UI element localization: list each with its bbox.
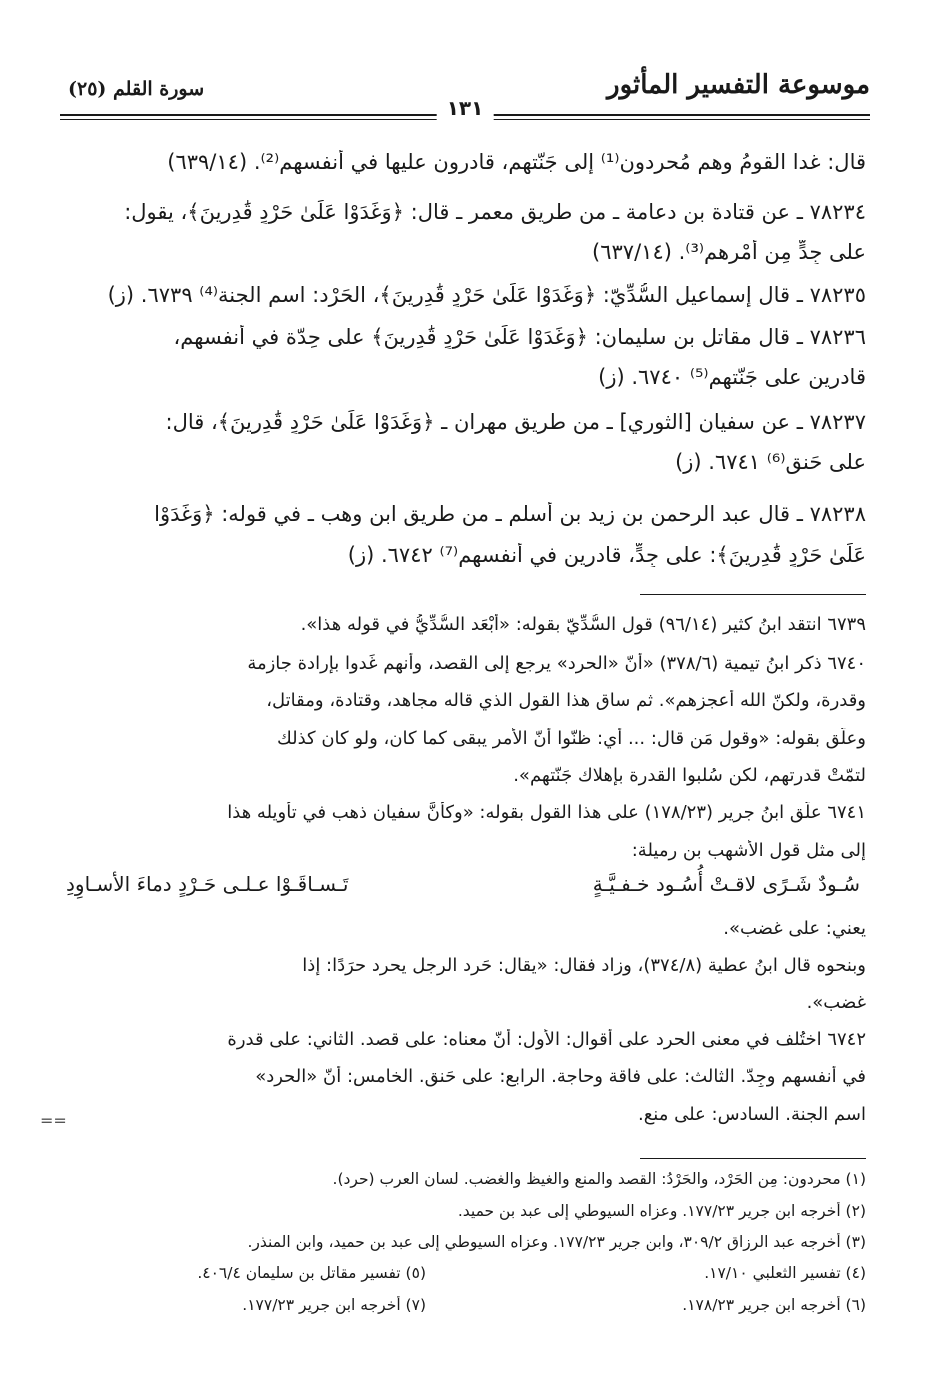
main-line: على حَنق⁽⁶⁾ ٦٧٤١. (ز)	[675, 450, 866, 474]
verse-hemistich-left: تَـسـاقَـوْا عـلـى حَـرْدٍ دماءَ الأسـاوِدِ	[66, 872, 349, 896]
footnote: (٣) أخرجه عبد الرزاق ٣٠٩/٢، وابن جرير ١٧٧/٢٣. وعزاه السيوطي إلى عبد بن حميد، وابن المنذر.	[247, 1233, 866, 1251]
note-line: ٦٧٤٠ ذكر ابنُ تيمية (٣٧٨/٦) «أنّ «الحرد» يرجع إلى القصد، وأنهم غَدوا بإرادة جازمة	[247, 653, 866, 674]
footnote: (٦) أخرجه ابن جرير ١٧٨/٢٣.	[682, 1296, 866, 1314]
main-line: قادرين على جَنّتهم⁽⁵⁾ ٦٧٤٠. (ز)	[598, 365, 866, 389]
footnote: (٤) تفسير الثعلبي ١٧/١٠.	[704, 1264, 866, 1282]
main-line: عَلَىٰ حَرْدٍ قَٰدِرِينَ﴾: على جِدٍّ، قادرين في أنفسهم⁽⁷⁾ ٦٧٤٢. (ز)	[347, 543, 866, 567]
footnote: (٥) تفسير مقاتل بن سليمان ٤٠٦/٤.	[197, 1264, 426, 1282]
footnotes-separator	[640, 1158, 866, 1159]
footnote: (١) محردون: مِن الحَرْد، والحَرْدُ: القصد والمنع والغيظ والغضب. لسان العرب (حرد).	[332, 1170, 866, 1188]
page-header	[60, 70, 870, 120]
main-line: ٧٨٢٣٤ ـ عن قتادة بن دعامة ـ من طريق معمر ـ قال: ﴿وَغَدَوْا عَلَىٰ حَرْدٍ قَٰدِرِينَ﴾، يقول:	[124, 200, 866, 224]
note-line: في أنفسهم وجِدّ. الثالث: على فاقة وحاجة. الرابع: على حَنق. الخامس: أنّ «الحرد»	[255, 1066, 866, 1087]
footnote: (٧) أخرجه ابن جرير ١٧٧/٢٣.	[242, 1296, 426, 1314]
main-line: ٧٨٢٣٧ ـ عن سفيان [الثوري] ـ من طريق مهران ـ ﴿وَغَدَوْا عَلَىٰ حَرْدٍ قَٰدِرِينَ﴾، قال:	[165, 410, 866, 434]
main-line: ٧٨٢٣٥ ـ قال إسماعيل السُّدِّيّ: ﴿وَغَدَوْا عَلَىٰ حَرْدٍ قَٰدِرِينَ﴾، الحَرْد: اسم الجنة⁽⁴⁾ ٦٧٣٩. (ز)	[107, 283, 866, 307]
note-line: وعلَّق بقوله: «وقول مَن قال: ... أي: ظنّوا أنّ الأمر يبقى كما كان، ولو كان كذلك	[276, 728, 866, 749]
footnote: (٢) أخرجه ابن جرير ١٧٧/٢٣. وعزاه السيوطي إلى عبد بن حميد.	[457, 1202, 866, 1220]
surah-title: سورة القلم (٢٥)	[68, 78, 205, 100]
main-line: على جِدٍّ مِن أمْرِهم⁽³⁾. (٦٣٧/١٤)	[592, 240, 866, 264]
notes-separator	[640, 594, 866, 595]
note-line: غضب».	[806, 992, 866, 1013]
note-line: اسم الجنة. السادس: على منع.	[637, 1104, 866, 1125]
page-number: ١٣١	[437, 96, 494, 120]
note-line: وبنحوه قال ابنُ عطية (٣٧٤/٨)، وزاد فقال: «يقال: حَرِد الرجل يحرد حرَدًا: إذا	[302, 955, 866, 976]
note-line: لتمّتْ قدرتهم، لكن سُلبوا القدرة بإهلاك جَنّتهم».	[513, 765, 866, 786]
main-line: قال: غدا القومُ وهم مُحرِدون⁽¹⁾ إلى جَنّتهم، قادرون عليها في أنفسهم⁽²⁾. (٦٣٩/١٤)	[167, 150, 866, 174]
verse-hemistich-right: سُـودٌ شَـرًى لاقـتْ أُسُـود خـفـيَّـةٍ	[592, 872, 860, 896]
note-line: وقدرة، ولكنّ الله أعجزهم». ثم ساق هذا القول الذي قاله مجاهد، وقتادة، ومقاتل،	[266, 690, 866, 711]
note-line: ٦٧٤٢ اختُلف في معنى الحرد على أقوال: الأول: أنّ معناه: على قصد. الثاني: على قدرة	[227, 1029, 866, 1050]
book-title: موسوعة التفسير المأثور	[607, 70, 870, 100]
main-line: ٧٨٢٣٨ ـ قال عبد الرحمن بن زيد بن أسلم ـ من طريق ابن وهب ـ في قوله: ﴿وَغَدَوْا	[154, 502, 866, 526]
note-line: إلى مثل قول الأشهب بن رميلة:	[631, 840, 866, 861]
note-line: ٦٧٤١ علَّق ابنُ جرير (١٧٨/٢٣) على هذا القول بقوله: «وكأنَّ سفيان ذهب في تأويله هذا	[227, 802, 866, 823]
note-line: ٦٧٣٩ انتقد ابنُ كثير (٩٦/١٤) قول السُّدِّيّ بقوله: «أبْعَد السُّدِّيُّ في قوله هذا».	[300, 614, 866, 635]
note-line: يعني: على غضب».	[723, 918, 866, 939]
margin-mark: ==	[40, 1111, 67, 1130]
main-line: ٧٨٢٣٦ ـ قال مقاتل بن سليمان: ﴿وَغَدَوْا عَلَىٰ حَرْدٍ قَٰدِرِينَ﴾ على حِدّة في أنفسهم،	[173, 325, 866, 349]
